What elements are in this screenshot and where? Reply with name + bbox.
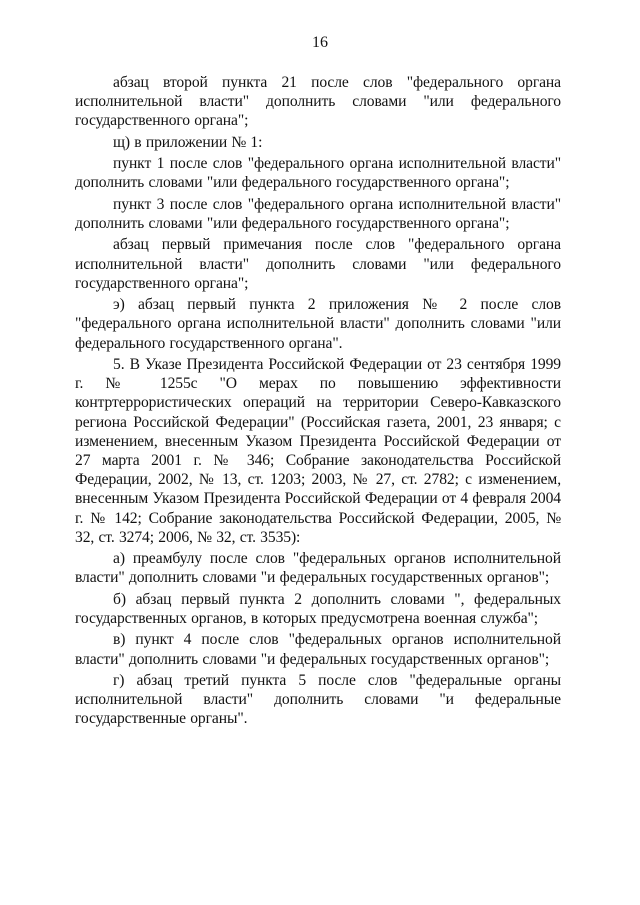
paragraph-9: б) абзац первый пункта 2 дополнить словами ", федеральных государственных органов, в которых предусмотрена военная служба";	[75, 590, 561, 627]
paragraph-5: абзац первый примечания после слов "федерального органа исполнительной власти" дополнить словами "или федерального государственного органа";	[75, 236, 561, 292]
paragraph-11: г) абзац третий пункта 5 после слов "федеральные органы исполнительной власти" дополнить словами "и федеральные государственные органы".	[75, 671, 561, 728]
paragraph-7: 5. В Указе Президента Российской Федерации от 23 сентября 1999 г. № 1255с "О мерах по повышению эффективности контртеррористических операций на территории Северо-Кавказского региона Российской Федерации" (Российская газета, 2001, 23 января; с изменением, внесенным Указом Президента Российской Федерации от 27 марта 2001 г. № 346; Собрание законодательства Российской Федерации, 2002, № 13, ст. 1203; 2003, № 27, ст. 2782; с изменением, внесенным Указом Президента Российской Федерации от 4 февраля 2004 г. № 142; Собрание законодательства Российской Федерации, 2005, № 32, ст. 3274; 2006, № 32, ст. 3535):	[75, 355, 561, 546]
paragraph-6: э) абзац первый пункта 2 приложения № 2 после слов "федерального органа исполнительной власти" дополнить словами "или федерального государственного органа".	[75, 296, 561, 352]
paragraph-4: пункт 3 после слов "федерального органа исполнительной власти" дополнить словами "или федерального государственного органа";	[75, 195, 561, 232]
paragraph-10: в) пункт 4 после слов "федеральных органов исполнительной власти" дополнить словами "и федеральных государственных органов";	[75, 631, 561, 668]
page-number: 16	[312, 34, 328, 51]
paragraph-2: щ) в приложении № 1:	[113, 133, 263, 151]
document-body	[75, 73, 561, 731]
paragraph-8: а) преамбулу после слов "федеральных органов исполнительной власти" дополнить словами "и федеральных государственных органов";	[75, 550, 561, 587]
paragraph-3: пункт 1 после слов "федерального органа исполнительной власти" дополнить словами "или федерального государственного органа";	[75, 155, 561, 192]
paragraph-1: абзац второй пункта 21 после слов "федерального органа исполнительной власти" дополнить словами "или федерального государственного органа";	[75, 74, 561, 130]
